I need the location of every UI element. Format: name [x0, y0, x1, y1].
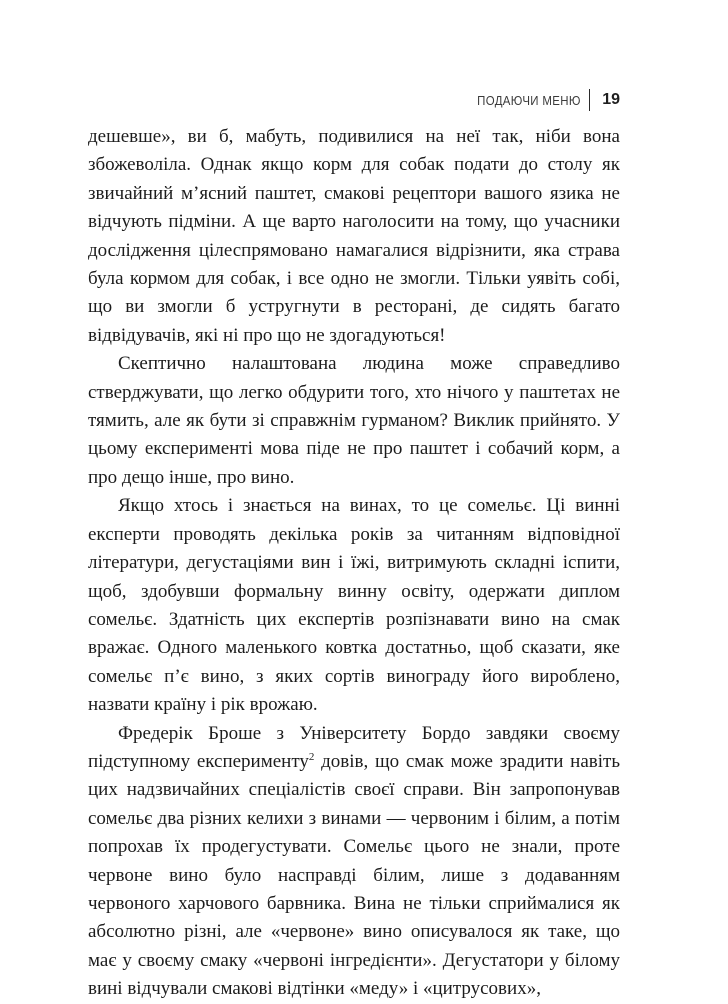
running-head: [463, 86, 620, 114]
page-number: 19: [602, 91, 620, 108]
running-head-divider: [589, 89, 590, 111]
paragraph-3: Якщо хтось і знається на винах, то це сомельє. Ці винні експерти проводять декілька років за читанням відповідної літератури, дегустаціями вин і їжі, витримують складні іспити, щоб, здобувши формальну винну освіту, одержати диплом сомельє. Здатність цих експертів розпізнавати вино на смак вражає. Одного маленького ковтка достатньо, щоб сказати, яке сомельє п’є вино, з яких сортів винограду його вироблено, назвати країну і рік врожаю.: [88, 495, 620, 716]
paragraph-2: Скептично налаштована людина може справедливо стверджувати, що легко обдурити того, хто нічого у паштетах не тямить, але як бути зі справжнім гурманом? Виклик прийнято. У цьому експерименті мова піде не про паштет і собачий корм, а про дещо інше, про вино.: [88, 353, 620, 488]
paragraph-4-after-note: довів, що смак може зрадити навіть цих надзвичайних спеціалістів своєї справи. Він запропонував сомельє два різних келихи з винами — червоним і білим, а потім попрохав їх продегустувати. Сомельє цього не знали, проте червоне вино було насправді білим, лише з додаванням червоного харчового барвника. Вина не тільки сприймалися як абсолютно різні, але «червоне» вино описувалося як таке, що має у своєму смаку «червоні інгредієнти». Дегустатори у білому вині відчували смакові відтінки «меду» і «цитрусових»,: [88, 750, 620, 1000]
paragraph-4-before-note: Фредерік Броше з Університету Бордо завдяки своєму підступному експерименту: [88, 722, 620, 772]
footnote-marker: 2: [308, 750, 315, 763]
running-head-title: ПОДАЮЧИ МЕНЮ: [477, 92, 582, 108]
body-text: [88, 123, 620, 1004]
paragraph-1: дешевше», ви б, мабуть, подивилися на неї так, ніби вона збожеволіла. Однак якщо корм для собак подати до столу як звичайний м’ясний паштет, смакові рецептори вашого язика не відчують підміни. А ще варто наголосити на тому, що учасники дослідження цілеспрямовано намагалися відрізнити, яка страва була кормом для собак, і все одно не змогли. Тільки уявіть собі, що ви змогли б устругнути в ресторані, де сидять багато відвідувачів, які ні про що не здогадуються!: [88, 126, 620, 346]
paragraph-4: [88, 720, 620, 1004]
